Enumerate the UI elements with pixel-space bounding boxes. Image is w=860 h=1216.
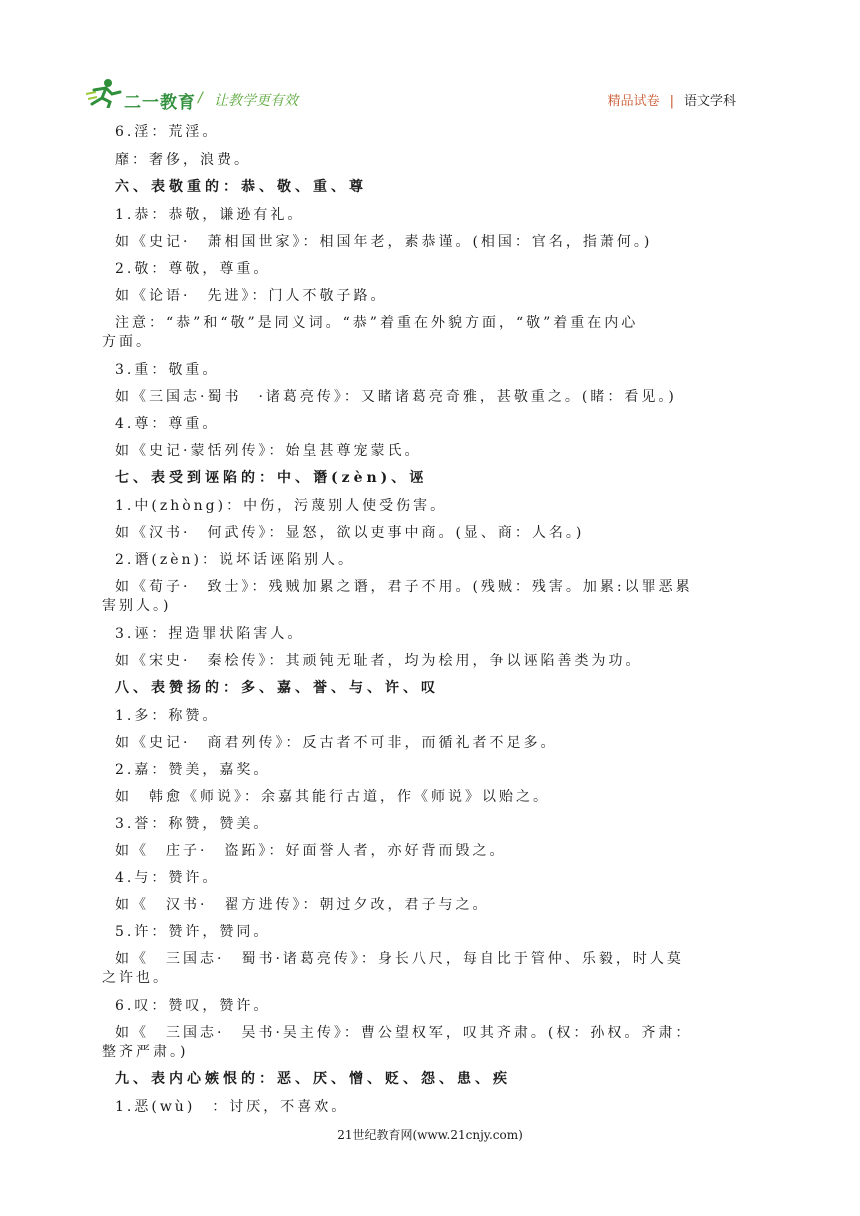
- text-line: 2.谮(zèn)：说坏话诬陷别人。: [115, 552, 355, 568]
- text-line: 如《 三国志· 吴书·吴主传》：曹公望权军，叹其齐肃。(权：孙权。齐肃：: [115, 1025, 693, 1041]
- text-line: 如《论语· 先进》：门人不敬子路。: [115, 288, 388, 304]
- text-line: 害别人。): [102, 598, 172, 614]
- header-separator: |: [669, 94, 674, 109]
- text-line: 如《 三国志· 蜀书·诸葛亮传》：身长八尺，每自比于管仲、乐毅，时人莫: [115, 951, 684, 967]
- text-line: 如《史记·蒙恬列传》：始皇甚尊宠蒙氏。: [115, 443, 422, 459]
- text-line: 4.尊：尊重。: [115, 416, 220, 432]
- subject-label: 语文学科: [683, 94, 736, 109]
- header-right: [608, 90, 736, 109]
- text-line: 整齐严肃。): [102, 1044, 189, 1060]
- doc-type-label: 精品试卷: [607, 94, 660, 109]
- text-line: 5.许：赞许，赞同。: [115, 924, 271, 940]
- text-line: 如《 汉书· 翟方进传》：朝过夕改，君子与之。: [115, 897, 490, 913]
- brand-slash: /: [198, 90, 203, 106]
- text-line: 4.与：赞许。: [115, 870, 220, 886]
- text-line: 3.诬：捏造罪状陷害人。: [115, 626, 305, 642]
- text-line: 靡：奢侈，浪费。: [115, 152, 251, 168]
- section-heading: 八、表赞扬的：多、嘉、誉、与、许、叹: [115, 680, 439, 696]
- text-line: 注意：“恭”和“敬”是同义词。“恭”着重在外貌方面，“敬”着重在内心: [115, 315, 639, 331]
- page-header: [0, 0, 860, 120]
- page-footer: 21世纪教育网(www.21cnjy.com): [337, 1128, 523, 1142]
- text-line: 2.嘉：赞美，嘉奖。: [115, 762, 271, 778]
- text-line: 如《荀子· 致士》：残贼加累之谮，君子不用。(残贼：残害。加累:以罪恶累: [115, 579, 693, 595]
- section-heading: 九、表内心嫉恨的：恶、厌、憎、贬、怨、患、疾: [115, 1071, 511, 1087]
- text-line: 6.淫：荒淫。: [115, 124, 220, 140]
- text-line: 如《汉书· 何武传》：显怒，欲以吏事中商。(显、商：人名。): [115, 525, 585, 541]
- section-heading: 六、表敬重的：恭、敬、重、尊: [115, 179, 367, 195]
- text-line: 如《史记· 商君列传》：反古者不可非，而循礼者不足多。: [115, 735, 558, 751]
- text-line: 如《史记· 萧相国世家》：相国年老，素恭谨。(相国：官名，指萧何。): [115, 234, 653, 250]
- text-line: 1.中(zhòng)：中伤，污蔑别人使受伤害。: [115, 498, 448, 514]
- text-line: 方面。: [102, 334, 153, 350]
- text-line: 如《宋史· 秦桧传》：其顽钝无耻者，均为桧用，争以诬陷善类为功。: [115, 653, 643, 669]
- text-line: 3.重：敬重。: [115, 362, 220, 378]
- text-line: 2.敬：尊敬，尊重。: [115, 261, 271, 277]
- text-line: 1.恶(wù) ：讨厌，不喜欢。: [115, 1099, 349, 1115]
- text-line: 如 韩愈《师说》：余嘉其能行古道，作《师说》以贻之。: [115, 789, 550, 805]
- text-line: 1.多：称赞。: [115, 708, 220, 724]
- text-line: 6.叹：赞叹，赞许。: [115, 998, 271, 1014]
- runner-logo-icon: [86, 78, 122, 108]
- text-line: 之许也。: [102, 970, 170, 986]
- brand-name: 二一教育: [124, 93, 196, 113]
- text-line: 3.誉：称赞，赞美。: [115, 816, 271, 832]
- text-line: 如《 庄子· 盗跖》：好面誉人者，亦好背而毁之。: [115, 843, 507, 859]
- text-line: 如《三国志·蜀书 ·诸葛亮传》：又睹诸葛亮奇雅，甚敬重之。(睹：看见。): [115, 389, 677, 405]
- section-heading: 七、表受到诬陷的：中、谮(zèn)、诬: [115, 470, 428, 486]
- text-line: 1.恭：恭敬，谦逊有礼。: [115, 207, 305, 223]
- brand-slogan: 让教学更有效: [214, 93, 298, 109]
